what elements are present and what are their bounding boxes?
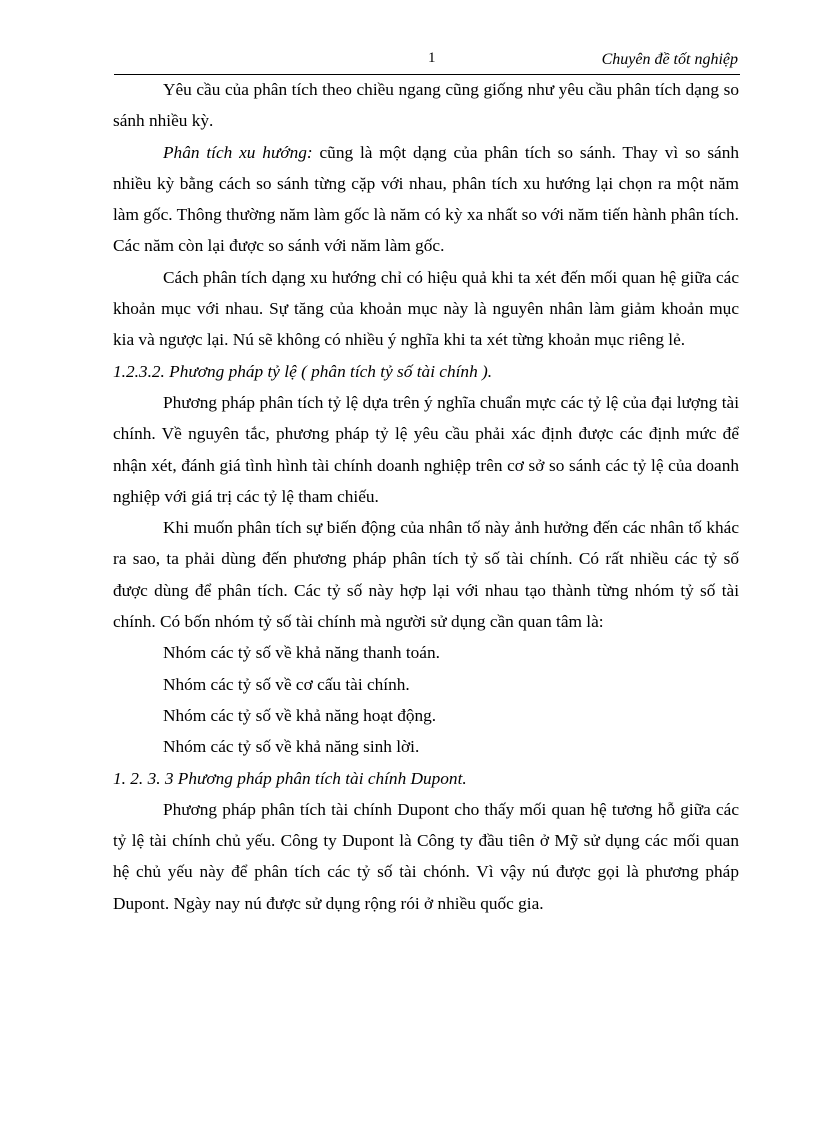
paragraph-trend-method: Cách phân tích dạng xu hướng chỉ có hiệu quả khi ta xét đến mối quan hệ giữa các khoản mục với nhau. Sự tăng của khoản mục này là nguyên nhân làm giảm khoản mục kia và ngược lại. Nú sẽ không có nhiều ý nghĩa khi ta xét từng khoản mục riêng lẻ. <box>113 267 739 350</box>
header-title: Chuyên đề tốt nghiệp <box>601 51 738 68</box>
paragraph-ratio-method: Phương pháp phân tích tỷ lệ dựa trên ý nghĩa chuẩn mực các tỷ lệ của đại lượng tài chính. Về nguyên tắc, phương pháp tỷ lệ yêu cầu phải xác định được các định mức để nhận xét, đánh giá tình hình tài chính doanh nghiệp trên cơ sở so sánh các tỷ lệ của doanh nghiệp với giá trị các tỷ lệ tham chiếu. <box>113 392 739 506</box>
paragraph-trend-analysis <box>113 137 739 262</box>
page-number: 1 <box>428 50 436 66</box>
document-body <box>113 74 739 919</box>
list-item: Nhóm các tỷ số về khả năng thanh toán. <box>163 643 440 663</box>
paragraph-horizontal-analysis: Yêu cầu của phân tích theo chiều ngang cũng giống như yêu cầu phân tích dạng so sánh nhiều kỳ. <box>113 80 739 131</box>
list-item: Nhóm các tỷ số về khả năng hoạt động. <box>163 705 437 725</box>
paragraph-ratio-groups: Khi muốn phân tích sự biến động của nhân tố này ảnh hưởng đến các nhân tố khác ra sao, ta phải dùng đến phương pháp phân tích tỷ số tài chính. Có rất nhiều các tỷ số được dùng để phân tích. Các tỷ số này hợp lại với nhau tạo thành từng nhóm tỷ số tài chính. Có bốn nhóm tỷ số tài chính mà người sử dụng cần quan tâm là: <box>113 518 739 632</box>
section-heading-ratio-method: 1.2.3.2. Phương pháp tỷ lệ ( phân tích tỷ số tài chính ). <box>113 361 493 381</box>
paragraph-dupont: Phương pháp phân tích tài chính Dupont cho thấy mối quan hệ tương hỗ giữa các tỷ lệ tài chính chủ yếu. Công ty Dupont là Công ty đầu tiên ở Mỹ sử dụng các mối quan hệ chủ yếu này để phân tích các tỷ số tài chónh. Vì vậy nú được gọi là phương pháp Dupont. Ngày nay nú được sử dụng rộng rói ở nhiều quốc gia. <box>113 799 739 913</box>
list-item: Nhóm các tỷ số về cơ cấu tài chính. <box>163 674 410 694</box>
section-heading-dupont: 1. 2. 3. 3 Phương pháp phân tích tài chính Dupont. <box>113 768 467 788</box>
paragraph-trend-analysis-text: cũng là một dạng của phân tích so sánh. Thay vì so sánh nhiều kỳ bằng cách so sánh từng cặp với nhau, phân tích xu hướng lại chọn ra một năm làm gốc. Thông thường năm làm gốc là năm có kỳ xa nhất so với năm tiến hành phân tích. Các năm còn lại được so sánh với năm làm gốc. <box>113 142 739 256</box>
term-trend-analysis: Phân tích xu hướng: <box>163 142 313 162</box>
page-header <box>114 46 740 75</box>
list-item: Nhóm các tỷ số về khả năng sinh lời. <box>163 737 420 757</box>
